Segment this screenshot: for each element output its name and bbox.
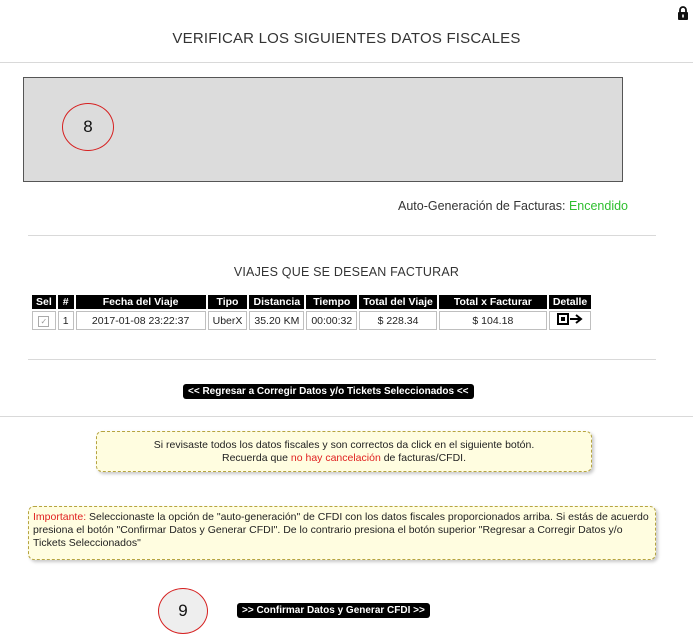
col-time: Tiempo [306,295,357,309]
row-select-cell [32,311,56,330]
table-row [32,311,591,330]
divider-table [28,359,656,360]
row-detail [549,311,591,330]
important-label: Importante: [33,511,87,523]
back-to-edit-button[interactable]: << Regresar a Corregir Datos y/o Tickets Seleccionados << [183,384,474,399]
row-distance: 35.20 KM [249,311,304,330]
auto-generation-label: Auto-Generación de Facturas: [398,199,566,213]
auto-generation-status [398,199,628,213]
col-invoice-total: Total x Facturar [439,295,547,309]
row-type: UberX [208,311,248,330]
divider-bottom [0,416,693,417]
confirm-notice-line2: Recuerda que no hay cancelación de facturas/CFDI. [222,451,466,464]
col-total: Total del Viaje [359,295,437,309]
page-title: VERIFICAR LOS SIGUIENTES DATOS FISCALES [172,30,521,47]
table-header-row [32,295,591,309]
detail-arrow-icon[interactable] [557,313,583,325]
confirm-generate-cfdi-button[interactable]: >> Confirmar Datos y Generar CFDI >> [237,603,430,618]
col-detail: Detalle [549,295,591,309]
trips-title: VIAJES QUE SE DESEAN FACTURAR [233,265,460,279]
col-sel: Sel [32,295,56,309]
confirm-notice-line1: Si revisaste todos los datos fiscales y son correctos da click en el siguiente botón. [153,438,535,451]
auto-generation-value: Encendido [568,199,629,213]
important-text: Seleccionaste la opción de "auto-generación" de CFDI con los datos fiscales proporcionados arriba. Si estás de acuerdo presiona el botón "Confirmar Datos y Generar CFDI". De lo contrario presiona el botón superior "Regresar a Corregir Datos y/o Tickets Seleccionados" [33,511,649,549]
row-number: 1 [58,311,74,330]
lock-icon[interactable] [677,6,689,20]
row-time: 00:00:32 [306,311,357,330]
trips-table [30,293,593,332]
row-total: $ 228.34 [359,311,437,330]
divider-mid [28,235,656,236]
col-date: Fecha del Viaje [76,295,206,309]
col-type: Tipo [208,295,248,309]
annotation-marker-8: 8 [62,103,114,151]
row-checkbox[interactable]: ✓ [38,316,49,327]
col-distance: Distancia [249,295,304,309]
row-invoice-total: $ 104.18 [439,311,547,330]
annotation-marker-9: 9 [158,588,208,634]
col-num: # [58,295,74,309]
important-notice [28,506,656,560]
confirm-notice [96,431,592,472]
no-cancel-warning: no hay cancelación [290,451,381,464]
row-date: 2017-01-08 23:22:37 [76,311,206,330]
divider-top [0,62,693,63]
